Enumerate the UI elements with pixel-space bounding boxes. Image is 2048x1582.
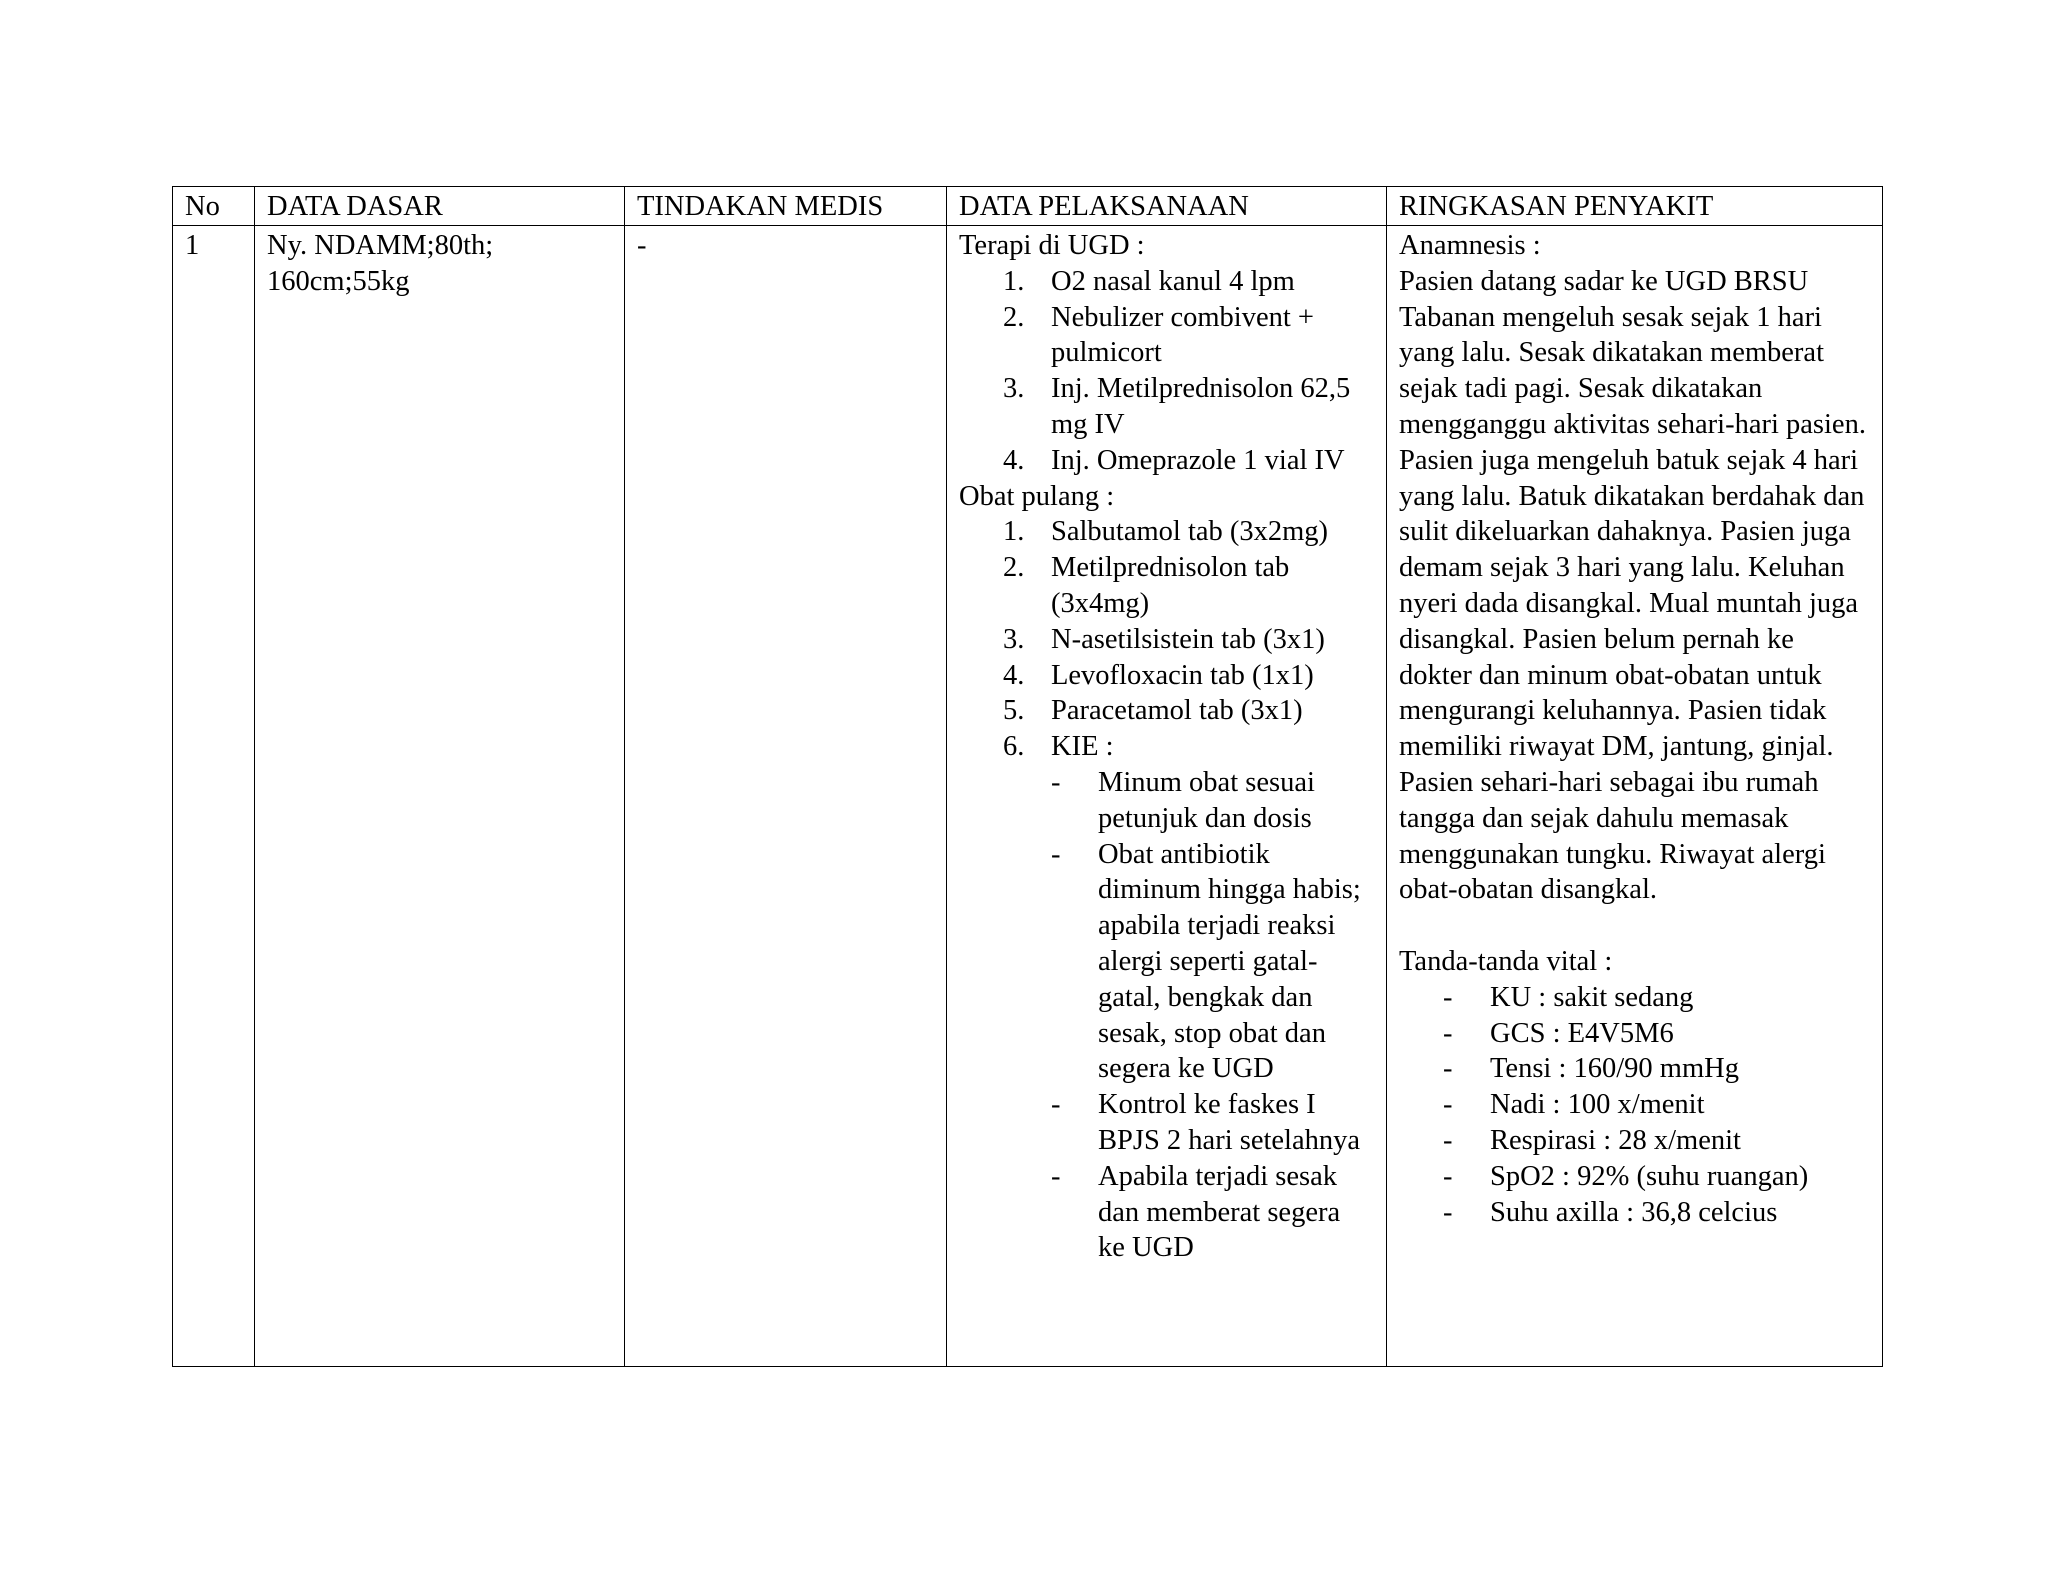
terapi-heading: Terapi di UGD : bbox=[959, 230, 1145, 261]
cell-data-dasar bbox=[255, 226, 625, 1367]
list-item-text: O2 nasal kanul 4 lpm bbox=[1051, 265, 1295, 297]
list-item-text: N-asetilsistein tab (3x1) bbox=[1051, 623, 1325, 655]
header-data-pelaksanaan: DATA PELAKSANAAN bbox=[947, 187, 1387, 226]
dash-bullet: - bbox=[1051, 766, 1061, 798]
list-number: 1. bbox=[1003, 516, 1025, 548]
list-item-text: Levofloxacin tab (1x1) bbox=[1051, 659, 1314, 691]
list-item bbox=[959, 514, 1374, 550]
list-item bbox=[959, 550, 1374, 622]
list-item bbox=[1443, 1123, 1870, 1159]
dash-bullet: - bbox=[1443, 1053, 1453, 1085]
patient-measurements: 160cm;55kg bbox=[267, 265, 410, 297]
list-item bbox=[1051, 765, 1374, 837]
table-row bbox=[173, 226, 1883, 1367]
list-item bbox=[1443, 1195, 1870, 1231]
list-number: 3. bbox=[1003, 623, 1025, 655]
list-number: 2. bbox=[1003, 301, 1025, 333]
terapi-list bbox=[959, 264, 1374, 479]
header-no: No bbox=[173, 187, 255, 226]
list-item bbox=[959, 693, 1374, 729]
header-ringkasan-penyakit: RINGKASAN PENYAKIT bbox=[1387, 187, 1883, 226]
vital-signs-list bbox=[1399, 980, 1870, 1231]
list-item bbox=[959, 622, 1374, 658]
list-number: 4. bbox=[1003, 659, 1025, 691]
list-item bbox=[1051, 1159, 1374, 1266]
list-item bbox=[959, 658, 1374, 694]
list-item-text: SpO2 : 92% (suhu ruangan) bbox=[1490, 1160, 1809, 1192]
cell-no: 1 bbox=[173, 226, 255, 1367]
list-item-text: Tensi : 160/90 mmHg bbox=[1490, 1053, 1739, 1085]
kie-heading: KIE : bbox=[1051, 731, 1114, 763]
list-number: 6. bbox=[1003, 731, 1025, 763]
list-item-text: Respirasi : 28 x/menit bbox=[1490, 1124, 1741, 1156]
table-header-row bbox=[173, 187, 1883, 226]
patient-identity: Ny. NDAMM;80th; bbox=[267, 230, 494, 261]
list-number: 3. bbox=[1003, 373, 1025, 405]
list-item bbox=[1443, 1016, 1870, 1052]
list-item bbox=[959, 371, 1374, 443]
list-item-text: Obat antibiotik diminum hingga habis; apabila terjadi reaksi alergi seperti gatal-gatal, bengkak dan sesak, stop obat dan segera ke UGD bbox=[1098, 838, 1361, 1085]
dash-bullet: - bbox=[1443, 1017, 1453, 1049]
list-item bbox=[1051, 837, 1374, 1088]
list-item bbox=[1443, 980, 1870, 1016]
anamnesis-text: Pasien datang sadar ke UGD BRSU Tabanan mengeluh sesak sejak 1 hari yang lalu. Sesak dikatakan memberat sejak tadi pagi. Sesak dikatakan mengganggu aktivitas sehari-hari pasien. Pasien juga mengeluh batuk sejak 4 hari yang lalu. Batuk dikatakan berdahak dan sulit dikeluarkan dahaknya. Pasien juga demam sejak 3 hari yang lalu. Keluhan nyeri dada disangkal. Mual muntah juga disangkal. Pasien belum pernah ke dokter dan minum obat-obatan untuk mengurangi keluhannya. Pasien tidak memiliki riwayat DM, jantung, ginjal. Pasien sehari-hari sebagai ibu rumah tangga dan sejak dahulu memasak menggunakan tungku. Riwayat alergi obat-obatan disangkal. bbox=[1399, 265, 1866, 906]
list-item bbox=[959, 729, 1374, 1266]
list-item-text: GCS : E4V5M6 bbox=[1490, 1017, 1674, 1049]
list-item-text: Paracetamol tab (3x1) bbox=[1051, 695, 1303, 727]
list-item-text: Nebulizer combivent + pulmicort bbox=[1051, 301, 1314, 369]
anamnesis-heading: Anamnesis : bbox=[1399, 230, 1541, 261]
list-item bbox=[959, 443, 1374, 479]
list-item-text: Salbutamol tab (3x2mg) bbox=[1051, 516, 1329, 548]
dash-bullet: - bbox=[1443, 1124, 1453, 1156]
list-number: 5. bbox=[1003, 695, 1025, 727]
list-item-text: Nadi : 100 x/menit bbox=[1490, 1089, 1705, 1121]
dash-bullet: - bbox=[1443, 1089, 1453, 1121]
obat-pulang-list bbox=[959, 514, 1374, 1266]
paragraph-spacer bbox=[1399, 908, 1870, 944]
list-item bbox=[1443, 1051, 1870, 1087]
list-item-text: Suhu axilla : 36,8 celcius bbox=[1490, 1196, 1778, 1228]
dash-bullet: - bbox=[1051, 838, 1061, 870]
dash-bullet: - bbox=[1443, 1196, 1453, 1228]
list-item bbox=[1443, 1087, 1870, 1123]
list-number: 2. bbox=[1003, 552, 1025, 584]
obat-pulang-heading: Obat pulang : bbox=[959, 480, 1115, 512]
dash-bullet: - bbox=[1051, 1160, 1061, 1192]
cell-ringkasan-penyakit bbox=[1387, 226, 1883, 1367]
cell-tindakan-medis: - bbox=[625, 226, 947, 1367]
list-item bbox=[1051, 1087, 1374, 1159]
dash-bullet: - bbox=[1443, 1160, 1453, 1192]
kie-list bbox=[1051, 765, 1374, 1266]
dash-bullet: - bbox=[1051, 1089, 1061, 1121]
list-item-text: Minum obat sesuai petunjuk dan dosis bbox=[1098, 766, 1315, 834]
vital-signs-heading: Tanda-tanda vital : bbox=[1399, 945, 1613, 977]
list-item bbox=[1443, 1159, 1870, 1195]
list-number: 4. bbox=[1003, 444, 1025, 476]
list-item-text: Apabila terjadi sesak dan memberat segera ke UGD bbox=[1098, 1160, 1341, 1264]
header-data-dasar: DATA DASAR bbox=[255, 187, 625, 226]
list-item-text: Inj. Metilprednisolon 62,5 mg IV bbox=[1051, 373, 1351, 440]
cell-data-pelaksanaan bbox=[947, 226, 1387, 1367]
medical-record-table bbox=[172, 186, 1883, 1367]
list-item-text: KU : sakit sedang bbox=[1490, 981, 1694, 1013]
header-tindakan-medis: TINDAKAN MEDIS bbox=[625, 187, 947, 226]
list-item-text: Metilprednisolon tab (3x4mg) bbox=[1051, 552, 1290, 619]
dash-bullet: - bbox=[1443, 981, 1453, 1013]
list-item-text bbox=[1051, 729, 1374, 1266]
list-item bbox=[959, 264, 1374, 300]
list-item-text: Inj. Omeprazole 1 vial IV bbox=[1051, 444, 1345, 476]
list-item-text: Kontrol ke faskes I BPJS 2 hari setelahnya bbox=[1098, 1089, 1361, 1156]
list-number: 1. bbox=[1003, 265, 1025, 297]
list-item bbox=[959, 300, 1374, 372]
